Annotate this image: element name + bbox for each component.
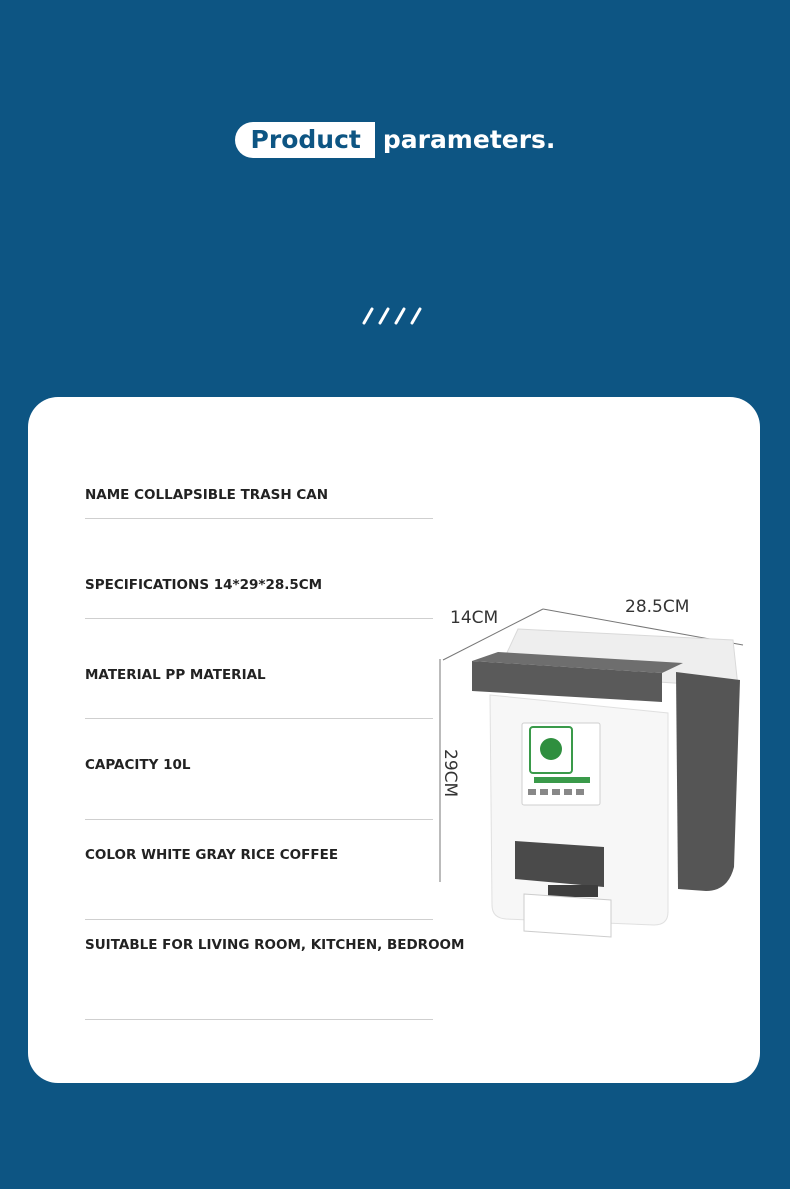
param-suitable: SUITABLE FOR LIVING ROOM, KITCHEN, BEDROOM [85, 937, 465, 953]
dim-depth: 14CM [450, 608, 499, 628]
param-color: COLOR WHITE GRAY RICE COFFEE [85, 847, 339, 863]
divider [85, 718, 433, 719]
divider [85, 919, 433, 920]
divider [85, 518, 433, 519]
divider [85, 618, 433, 619]
dim-width: 28.5CM [625, 597, 690, 617]
param-capacity: CAPACITY 10L [85, 757, 191, 773]
param-material: MATERIAL PP MATERIAL [85, 667, 266, 683]
title-highlight: Product [235, 122, 375, 158]
param-name: NAME COLLAPSIBLE TRASH CAN [85, 487, 329, 503]
divider [85, 1019, 433, 1020]
parameters-card [28, 397, 760, 1083]
slash-divider-icon [358, 304, 428, 328]
page-title [0, 122, 790, 158]
divider [85, 819, 433, 820]
param-specifications: SPECIFICATIONS 14*29*28.5CM [85, 577, 323, 593]
title-rest: parameters. [382, 125, 556, 154]
trash-can-image [436, 587, 756, 947]
dim-height: 29CM [440, 749, 460, 798]
